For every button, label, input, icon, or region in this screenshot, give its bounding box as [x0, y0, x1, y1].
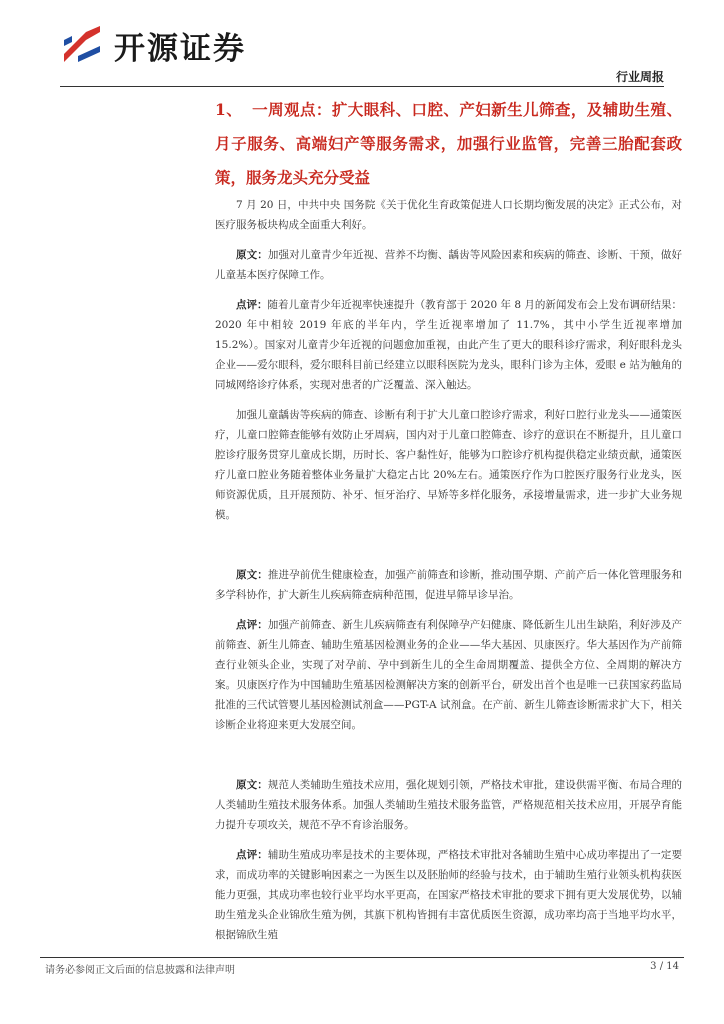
- report-type-label: 行业周报: [615, 70, 664, 84]
- paragraph-comment-1b: 加强儿童龋齿等疾病的筛查、诊断有利于扩大儿童口腔诊疗需求，利好口腔行业龙头——通策医疗，儿童口腔筛查能够有效防止牙周病，国内对于儿童口腔筛查、诊疗的意识在不断提升，且儿童口腔诊疗服务贯穿儿童成长期，历时长、客户黏性好，能够为口腔诊疗机构提供稳定业绩贡献，通策医疗儿童口腔业务随着整体业务量扩大稳定占比 20%左右。通策医疗作为口腔医疗服务行业龙头，医师资源优质，且开展预防、补牙、恒牙治疗、早矫等多样化服务，承接增量需求，进一步扩大业务规模。: [215, 409, 682, 521]
- header-divider: [60, 86, 664, 87]
- paragraph-comment-2: 点评：加强产前筛查、新生儿疾病筛查有利保障孕产妇健康、降低新生儿出生缺陷，利好涉及产前筛查、新生儿筛查、辅助生殖基因检测业务的企业——华大基因、贝康医疗。华大基因作为产前筛查行业领头企业，实现了对孕前、孕中到新生儿的全生命周期覆盖、提供全方位、全周期的解决方案。贝康医疗作为中国辅助生殖基因检测解决方案的创新平台，研发出首个也是唯一已获国家药监局批准的三代试管婴儿基因检测试剂盒——PGT-A 试剂盒。在产前、新生儿筛查诊断需求扩大下，相关诊断企业将迎来更大发展空间。: [215, 619, 683, 731]
- paragraph-comment-3: 点评：辅助生殖成功率是技术的主要体现，严格技术审批对各辅助生殖中心成功率提出了一定要求，而成功率的关键影响因素之一为医生以及胚胎师的经验与技术，由于辅助生殖行业领头机构获医能力更强，其成功率也较行业平均水平更高，在国家严格技术审批的要求下拥有更大发展优势，以辅助生殖龙头企业锦欣生殖为例，其旗下机构皆拥有丰富优质医生资源，成功率均高于当地平均水平，根据锦欣生殖: [215, 849, 683, 941]
- original-label: 原文：: [236, 249, 268, 261]
- original-label: 原文：: [236, 569, 268, 581]
- original-label: 原文：: [236, 779, 268, 791]
- brand-mark-icon: [60, 22, 106, 68]
- section-title: 一周观点：扩大眼科、口腔、产妇新生儿筛查，及辅助生殖、月子服务、高端妇产等服务需求，加强行业监管，完善三胎配套政策，服务龙头充分受益: [215, 100, 682, 187]
- paragraph-original-2: 原文：推进孕前优生健康检查，加强产前筛查和诊断，推动围孕期、产前产后一体化管理服务和多学科协作，扩大新生儿疾病筛查病种范围，促进早筛早诊早治。: [215, 569, 683, 601]
- paragraph-intro: 7 月 20 日，中共中央 国务院《关于优化生育政策促进人口长期均衡发展的决定》正式公布，对医疗服务板块构成全面重大利好。: [215, 199, 682, 231]
- paragraph-comment-1: 点评：随着儿童青少年近视率快速提升（教育部于 2020 年 8 月的新闻发布会上发布调研结果：2020 年中相较 2019 年底的半年内，学生近视率增加了 11.7%，其中小学生近视率增加 15.2%）。国家对儿童青少年近视的问题愈加重视，由此产生了更大的眼科诊疗需求，利好眼科龙头企业——爱尔眼科，爱尔眼科目前已经建立以眼科医院为龙头，眼科门诊为主体，爱眼 e 站为触角的同城网络诊疗体系，实现对患者的广泛覆盖、深入触达。: [215, 299, 682, 391]
- section-heading: [215, 93, 682, 195]
- paragraph-original-1: 原文：加强对儿童青少年近视、营养不均衡、龋齿等风险因素和疾病的筛查、诊断、干预，做好儿童基本医疗保障工作。: [215, 249, 683, 281]
- company-logo: [60, 22, 280, 68]
- paragraph-original-3: 原文：规范人类辅助生殖技术应用，强化规划引领，严格技术审批，建设供需平衡、布局合理的人类辅助生殖技术服务体系。加强人类辅助生殖技术服务监管，严格规范相关技术应用，开展孕育能力提升专项攻关，规范不孕不育诊治服务。: [215, 779, 683, 831]
- page-number: 3 / 14: [650, 961, 679, 972]
- section-number: 1、: [215, 100, 243, 119]
- main-content: [215, 93, 682, 945]
- comment-label: 点评：: [236, 299, 268, 311]
- comment-label: 点评：: [236, 849, 268, 861]
- footer-disclaimer: 请务必参阅正文后面的信息披露和法律声明: [45, 965, 235, 976]
- footer-divider: [40, 957, 684, 958]
- comment-label: 点评：: [236, 619, 268, 631]
- brand-name: 开源证券: [114, 30, 246, 67]
